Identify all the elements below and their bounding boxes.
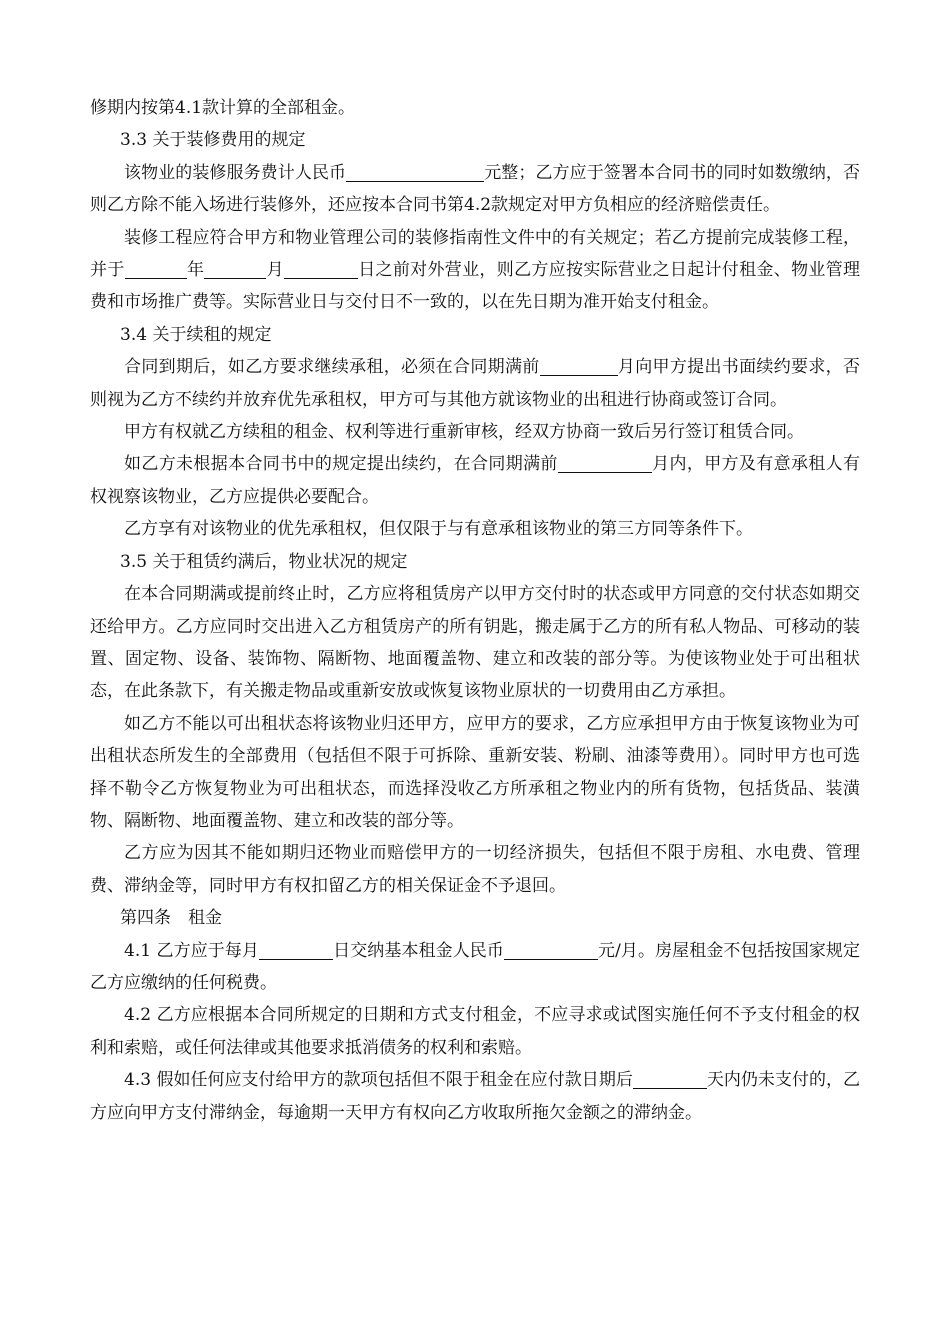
overdue-days-blank[interactable] [633,1066,707,1089]
renewal-months-blank[interactable] [540,353,618,376]
paragraph-renovation-fee [90,157,860,222]
paragraph-4-2: 4.2 乙方应根据本合同所规定的日期和方式支付租金，不应寻求或试图实施任何不予支付租金的权利和索赔，或任何法律或其他要求抵消债务的权利和索赔。 [90,1005,860,1058]
text-fragment: 天内仍未支付的，乙方应向甲方支付滞纳金，每逾期一天甲方有权向乙方收取所拖欠金额之的滞纳金。 [90,1070,860,1123]
paragraph-4-3 [90,1064,860,1129]
paragraph-4-1 [90,935,860,1000]
paragraph-renewal-request [90,351,860,416]
paragraph-renovation-works [90,222,860,319]
text-fragment: 如乙方未根据本合同书中的规定提出续约，在合同期满前 [124,454,558,475]
day-blank[interactable] [284,256,358,279]
text-fragment: 日交纳基本租金人民币 [333,940,504,961]
paragraph-rent-continuation: 修期内按第4.1款计算的全部租金。 [90,98,356,118]
paragraph-renewal-review: 甲方有权就乙方续租的租金、权利等进行重新审核，经双方协商一致后另行签订租赁合同。 [124,422,804,443]
text-fragment: 月内，甲方及有意承租人有权视察该物业，乙方应提供必要配合。 [90,454,861,507]
text-fragment: 4.1 乙方应于每月 [124,940,260,961]
text-fragment: 月向甲方提出书面续约要求，否则视为乙方不续约并放弃优先承租权，甲方可与其他方就该物业的出租进行协商或签订合同。 [90,357,860,410]
text-fragment: 元/月。房屋租金不包括按国家规定乙方应缴纳的任何税费。 [90,940,861,993]
inspection-months-blank[interactable] [558,450,652,473]
paragraph-inspection [90,448,860,513]
paragraph-priority-right: 乙方享有对该物业的优先承租权，但仅限于与有意承租该物业的第三方同等条件下。 [124,519,753,540]
rent-amount-blank[interactable] [504,937,598,960]
year-blank[interactable] [125,256,187,279]
month-blank[interactable] [204,256,266,279]
payment-day-blank[interactable] [259,937,333,960]
section-heading-3-5: 3.5 关于租赁约满后，物业状况的规定 [120,551,408,572]
text-fragment: 合同到期后，如乙方要求继续承租，必须在合同期满前 [124,357,540,378]
section-heading-3-3: 3.3 关于装修费用的规定 [120,130,306,151]
contract-page [90,92,860,1129]
article-heading-4: 第四条 租金 [120,908,222,929]
text-fragment: 年 [186,260,205,281]
text-fragment: 装修工程应符合甲方和物业管理公司的装修指南性文件中的有关规定；若乙方提前完成装修工程，并于 [90,227,860,281]
text-fragment: 日之前对外营业，则乙方应按实际营业之日起计付租金、物业管理费和市场推广费等。实际营业日与交付日不一致的，以在先日期为准开始支付租金。 [90,260,861,313]
text-fragment: 该物业的装修服务费计人民币 [124,162,347,183]
text-fragment: 4.3 假如任何应支付给甲方的款项包括但不限于租金在应付款日期后 [124,1070,633,1091]
text-fragment: 元整；乙方应于签署本合同书的同时如数缴纳，否则乙方除不能入场进行装修外，还应按本合同书第4.2款规定对甲方负相应的经济赔偿责任。 [90,162,861,216]
fee-amount-blank[interactable] [346,159,484,182]
paragraph-restoration-costs: 如乙方不能以可出租状态将该物业归还甲方，应甲方的要求，乙方应承担甲方由于恢复该物业为可出租状态所发生的全部费用（包括但不限于可拆除、重新安装、粉刷、油漆等费用）。同时甲方也可选择不勒令乙方恢复物业为可出租状态，而选择没收乙方所承租之物业内的所有货物，包括货品、装潢物、隔断物、地面覆盖物、建立和改装的部分等。 [90,713,860,831]
paragraph-compensation: 乙方应为因其不能如期归还物业而赔偿甲方的一切经济损失，包括但不限于房租、水电费、管理费、滞纳金等，同时甲方有权扣留乙方的相关保证金不予退回。 [90,843,860,896]
paragraph-return-property: 在本合同期满或提前终止时，乙方应将租赁房产以甲方交付时的状态或甲方同意的交付状态如期交还给甲方。乙方应同时交出进入乙方租赁房产的所有钥匙，搬走属于乙方的所有私人物品、可移动的装置、固定物、设备、装饰物、隔断物、地面覆盖物、建立和改装的部分等。为使该物业处于可出租状态，在此条款下，有关搬走物品或重新安放或恢复该物业原状的一切费用由乙方承担。 [90,584,860,702]
section-heading-3-4: 3.4 关于续租的规定 [120,324,272,345]
text-fragment: 月 [266,260,284,281]
